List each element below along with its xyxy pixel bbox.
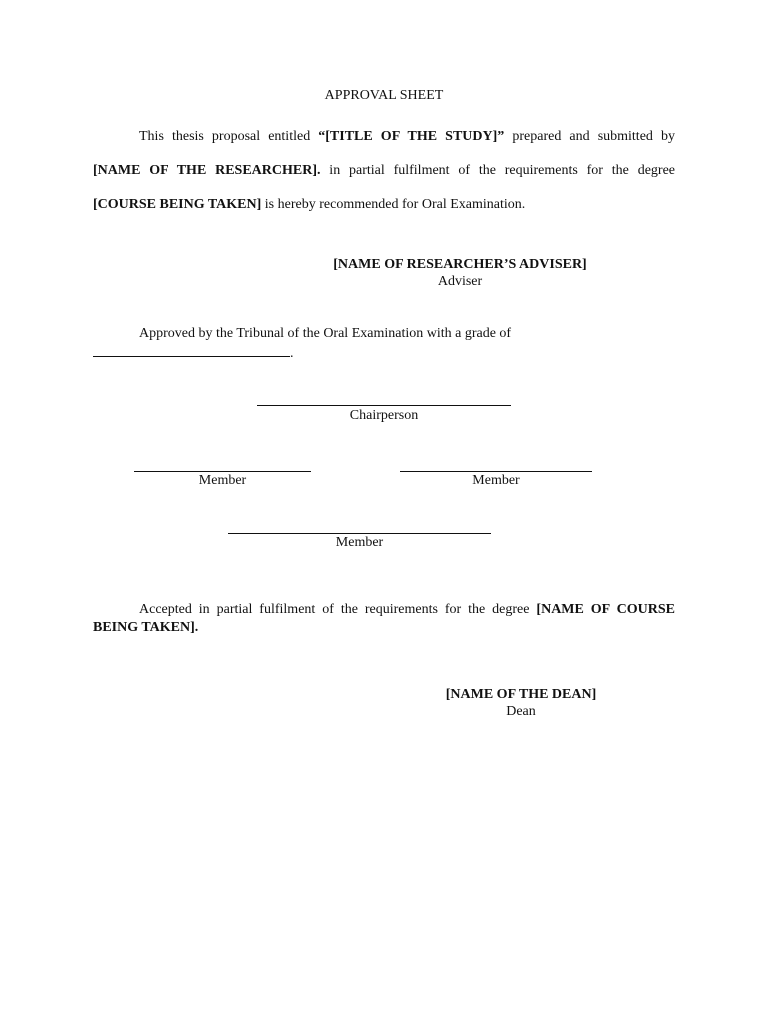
member-bottom-role: Member	[335, 535, 384, 550]
chairperson-signature-line[interactable]	[257, 405, 511, 406]
course-placeholder: [COURSE BEING TAKEN]	[93, 197, 262, 212]
approval-text: Approved by the Tribunal of the Oral Examination with a grade of	[139, 326, 512, 341]
intro-paragraph	[93, 120, 675, 222]
researcher-name-placeholder: [NAME OF THE RESEARCHER].	[93, 163, 321, 178]
dean-name: [NAME OF THE DEAN]	[445, 687, 597, 702]
adviser-signature-block	[300, 256, 620, 290]
intro-text-3: in partial fulfilment of the requirements for the degree	[320, 163, 675, 178]
member-right-role: Member	[472, 473, 520, 488]
member-right-signature-line[interactable]	[400, 471, 592, 472]
grade-blank-line[interactable]	[93, 344, 290, 357]
accepted-course-placeholder: [NAME OF COURSE BEING TAKEN].	[93, 602, 675, 635]
chairperson-role: Chairperson	[349, 408, 419, 423]
grade-end-period: .	[290, 346, 294, 361]
study-title-placeholder: “[TITLE OF THE STUDY]”	[318, 129, 505, 144]
member-left-role: Member	[198, 473, 247, 488]
accepted-text: Accepted in partial fulfilment of the requirements for the degree	[139, 602, 537, 617]
member-bottom-signature-line[interactable]	[228, 533, 491, 534]
dean-signature-block	[421, 686, 621, 720]
intro-text-4: is hereby recommended for Oral Examination.	[261, 197, 526, 212]
dean-role: Dean	[506, 704, 536, 719]
grade-field[interactable]	[93, 344, 294, 361]
intro-text-2: prepared and submitted by	[504, 129, 675, 144]
accepted-paragraph	[93, 601, 675, 637]
intro-text-1: This thesis proposal entitled	[139, 129, 319, 144]
approval-paragraph	[93, 323, 675, 345]
member-left-signature-line[interactable]	[134, 471, 311, 472]
adviser-role: Adviser	[437, 274, 483, 289]
page-title: APPROVAL SHEET	[324, 88, 444, 103]
adviser-name: [NAME OF RESEARCHER’S ADVISER]	[333, 257, 587, 272]
